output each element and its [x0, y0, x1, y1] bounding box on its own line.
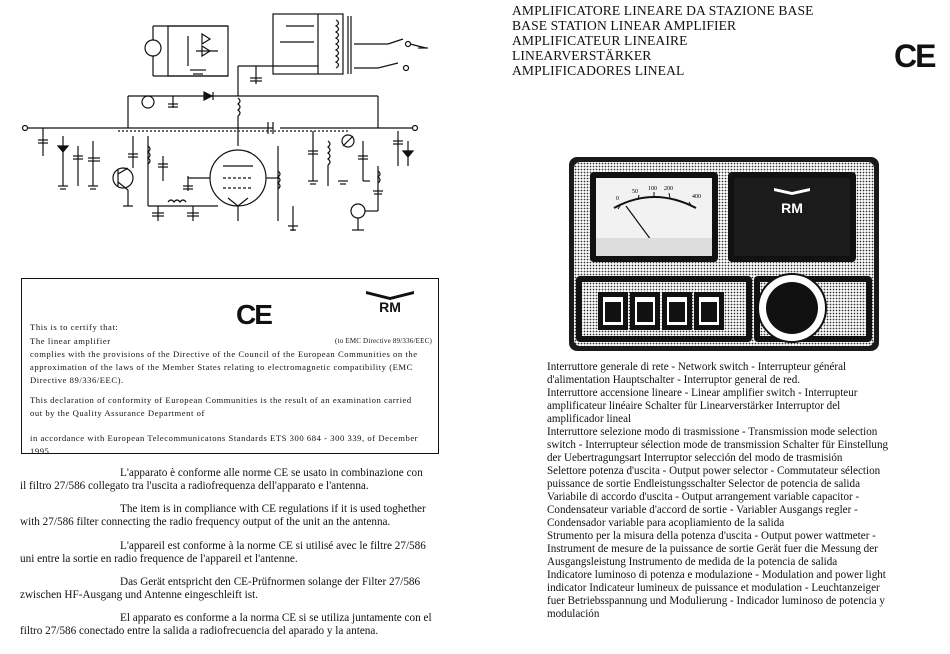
compliance-line: Directive 89/336/EEC).: [30, 375, 124, 385]
legend-line: Strumento per la misura della potenza d'uscita - Output power wattmeter -: [547, 530, 876, 542]
conformity-english: [20, 503, 438, 529]
control-description: [547, 491, 917, 530]
linear-switch[interactable]: [635, 297, 655, 325]
control-description: [547, 361, 917, 387]
panel-rm-logo: RM: [781, 200, 803, 216]
certify-line: This is to certify that:: [30, 322, 119, 332]
declaration-line: This declaration of conformity of European Communities is the result of an examination carried: [30, 395, 412, 405]
product-line: The linear amplifier: [30, 336, 111, 346]
rm-logo-text: RM: [379, 299, 401, 313]
meter-tick: 50: [632, 189, 638, 195]
certificate-box: [21, 278, 439, 454]
switch-bank: [576, 276, 752, 342]
compliance-line: complies with the provisions of the Directive of the Council of the European Communities on the: [30, 349, 418, 359]
standards-line: 1995.: [30, 446, 53, 456]
conformity-line: L'appareil est conforme à la norme CE si utilisé avec le filtre 27/586: [120, 540, 426, 552]
control-description: [547, 387, 917, 426]
compliance-paragraph: [30, 348, 432, 387]
standards-line: in accordance with European Telecommunicatons Standards ETS 300 684 - 300 339, of December: [30, 433, 419, 443]
ce-mark: CE: [894, 38, 935, 74]
conformity-line: filtro 27/586 conectado entre la salida a radiofrecuencia del aparado y la antena.: [20, 625, 379, 637]
title-english: BASE STATION LINEAR AMPLIFIER: [512, 18, 737, 33]
legend-line: Instrument de mesure de la puissance de sortie Gerät fuer die Messung der: [547, 543, 878, 555]
directive-note: (to EMC Directive 89/336/EEC): [335, 337, 432, 345]
conformity-french: [20, 540, 438, 566]
conformity-german: [20, 576, 438, 602]
legend-line: Interruttore selezione modo di trasmissione - Transmission mode selection: [547, 426, 878, 438]
conformity-line: il filtro 27/586 collegato tra l'uscita a radiofrequenza dell'apparato e l'antenna.: [20, 480, 369, 492]
legend-line: puissance de sortie Endleistungsschalter Selector de potencia de salida: [547, 478, 860, 490]
tuning-knob[interactable]: [758, 274, 826, 342]
conformity-line: with 27/586 filter connecting the radio frequency output of the unit an the antenna.: [20, 516, 391, 528]
legend-line: Indicatore luminoso di potenza e modulazione - Modulation and power light: [547, 569, 886, 581]
title-german: LINEARVERSTÄRKER: [512, 48, 652, 63]
compliance-line: approximation of the laws of the Member States relating to electromagnetic compatibility (EMC: [30, 362, 413, 372]
conformity-line: L'apparato è conforme alle norme CE se usato in combinazione con: [120, 467, 423, 479]
legend-line: amplificateur linéaire Schalter für Linearverstärker Interruptor del: [547, 400, 841, 412]
legend-line: Interruttore accensione lineare - Linear amplifier switch - Interrupteur: [547, 387, 858, 399]
title-french: AMPLIFICATEUR LINEAIRE: [512, 33, 688, 48]
legend-line: Interruttore generale di rete - Network switch - Interrupteur général: [547, 361, 847, 373]
legend-line: d'alimentation Hauptschalter - Interruptor general de red.: [547, 374, 801, 386]
legend-line: modulación: [547, 608, 600, 620]
control-description: [547, 465, 917, 491]
standards-paragraph: [30, 432, 432, 458]
conformity-line: The item is in compliance with CE regulations if it is used toghether: [120, 503, 426, 515]
mode-switch[interactable]: [667, 297, 687, 325]
conformity-spanish: [20, 612, 438, 638]
control-description: [547, 426, 917, 465]
legend-line: fuer Betriebsspannung und Modulierung - Indicador luminoso de potencia y: [547, 595, 885, 607]
rm-logo-certificate: [362, 289, 418, 313]
legend-line: Ausgangsleistung Instrumento de medida de la potencia de salida: [547, 556, 838, 568]
power-selector-switch[interactable]: [699, 297, 719, 325]
conformity-line: uni entre la sortie en radio frequence de l'appareil et l'antenne.: [20, 553, 298, 565]
legend-line: switch - Interrupteur sélection mode de transmission Schalter für Einstellung: [547, 439, 889, 451]
ce-mark-certificate: CE: [236, 299, 271, 330]
conformity-line: Das Gerät entspricht den CE-Prüfnormen solange der Filter 27/586: [120, 576, 421, 588]
legend-line: Condensateur variable d'accord de sortie - Variabler Ausgangs regler -: [547, 504, 858, 516]
controls-legend: [547, 361, 917, 621]
legend-line: amplificador lineal: [547, 413, 632, 425]
declaration-paragraph: [30, 394, 432, 420]
circuit-schematic: [18, 6, 458, 246]
power-modulation-indicator: [728, 172, 856, 262]
mains-switch[interactable]: [603, 297, 623, 325]
legend-line: Selettore potenza d'uscita - Output power selector - Commutateur sélection: [547, 465, 881, 477]
meter-tick: 0: [616, 196, 619, 202]
legend-line: indicator Indicateur lumineux de puissance et modulation - Leuchtanzeiger: [547, 582, 880, 594]
meter-tick: 200: [664, 186, 673, 192]
meter-tick: 100: [648, 186, 657, 192]
legend-line: Condensador variable para acopliamiento de la salida: [547, 517, 785, 529]
control-description: [547, 569, 917, 621]
amplifier-front-panel: [568, 156, 880, 352]
conformity-italian: [20, 467, 438, 493]
legend-line: der Uebertragungsart Interruptor selección del modo de trasmisión: [547, 452, 843, 464]
title-italian: AMPLIFICATORE LINEARE DA STAZIONE BASE: [512, 3, 814, 18]
conformity-line: zwischen HF-Ausgang und Antenne eingeschleift ist.: [20, 589, 258, 601]
conformity-line: El apparato es conforme a la norma CE si se utiliza juntamente con el: [120, 612, 432, 624]
product-titles: [512, 3, 814, 78]
output-wattmeter: [590, 172, 718, 262]
title-spanish: AMPLIFICADORES LINEAL: [512, 63, 685, 78]
declaration-line: out by the Quality Assurance Department of: [30, 408, 205, 418]
control-description: [547, 530, 917, 569]
legend-line: Variabile di accordo d'uscita - Output arrangement variable capacitor -: [547, 491, 860, 503]
meter-tick: 400: [692, 194, 701, 200]
